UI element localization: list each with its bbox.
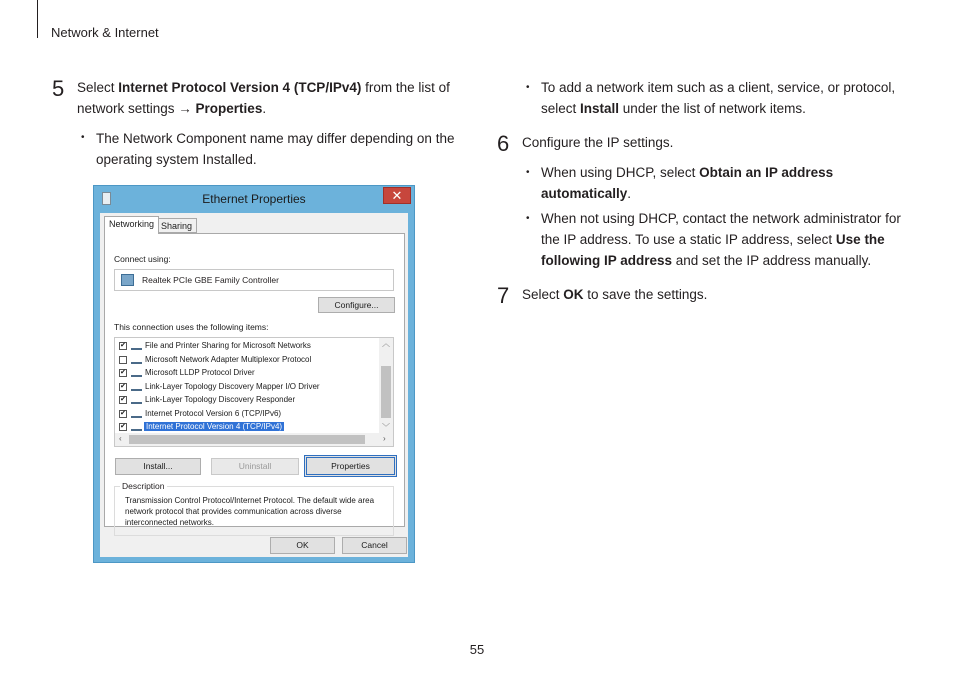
item-checkbox[interactable]: ✔ (120, 369, 126, 376)
list-item[interactable]: ✔ Link-Layer Topology Discovery Responder (120, 395, 296, 404)
scroll-left-icon[interactable]: ‹ (119, 434, 122, 443)
protocol-icon (131, 370, 142, 377)
ethernet-properties-dialog (93, 185, 415, 563)
dialog-body (100, 213, 408, 557)
item-checkbox[interactable]: ✔ (120, 342, 126, 349)
uninstall-button[interactable]: Uninstall (211, 458, 299, 475)
header-divider (37, 0, 38, 38)
bullet-marker: • (526, 167, 530, 178)
protocol-icon (131, 397, 142, 404)
list-item[interactable]: ✔ File and Printer Sharing for Microsoft Networks (120, 341, 311, 350)
tab-networking[interactable]: Networking (104, 216, 159, 234)
close-icon[interactable]: ✕ (383, 187, 411, 204)
vertical-scrollbar[interactable] (379, 338, 393, 434)
step-number-6: 6 (497, 131, 510, 156)
dialog-title: Ethernet Properties (202, 192, 306, 206)
step-number-7: 7 (497, 283, 510, 308)
item-checkbox[interactable]: ✔ (120, 423, 126, 430)
item-checkbox[interactable]: ✔ (120, 396, 126, 403)
section-title: Network & Internet (51, 25, 159, 40)
description-label: Description (122, 481, 165, 491)
scroll-up-icon[interactable]: ︿ (382, 339, 390, 348)
bullet-marker: • (526, 213, 530, 224)
scroll-right-icon[interactable]: › (383, 434, 386, 443)
bullet-marker: • (81, 132, 85, 143)
tab-sharing[interactable]: Sharing (156, 218, 197, 233)
connect-using-label: Connect using: (114, 254, 171, 264)
scroll-down-icon[interactable]: ﹀ (382, 423, 390, 432)
bullet-static-ip-note: When not using DHCP, contact the network administrator for the IP address. To use a static IP address, select Use the following IP address and set the IP address manually. (541, 211, 901, 268)
dialog-title-bar (94, 186, 414, 212)
properties-button[interactable]: Properties (304, 455, 397, 477)
items-label: This connection uses the following items: (114, 322, 269, 332)
protocol-icon (131, 384, 142, 391)
scroll-thumb[interactable] (129, 435, 365, 444)
bullet-install-note: To add a network item such as a client, service, or protocol, select Install under the list of network items. (541, 80, 896, 116)
bullet-marker: • (526, 82, 530, 93)
protocol-icon (131, 343, 142, 350)
protocol-icon (131, 411, 142, 418)
adapter-icon (121, 274, 134, 286)
list-item[interactable]: ✔ Link-Layer Topology Discovery Mapper I/O Driver (120, 381, 320, 391)
bullet-dhcp-note: When using DHCP, select Obtain an IP address automatically. (541, 165, 834, 201)
protocol-icon (131, 357, 142, 364)
horizontal-scrollbar[interactable] (115, 433, 394, 446)
step-number-5: 5 (52, 76, 65, 101)
cancel-button[interactable]: Cancel (342, 537, 407, 554)
list-item[interactable]: Microsoft Network Adapter Multiplexor Protocol (115, 354, 380, 367)
install-button[interactable]: Install... (115, 458, 201, 475)
networking-panel (104, 233, 405, 527)
network-items-list (114, 337, 394, 447)
page-number: 55 (469, 642, 485, 657)
item-checkbox[interactable]: ✔ (120, 382, 126, 390)
protocol-icon (131, 424, 142, 431)
scroll-thumb[interactable] (381, 366, 391, 418)
configure-button[interactable]: Configure... (318, 297, 395, 313)
bullet-component-name-note: The Network Component name may differ depending on the operating system Installed. (96, 131, 455, 167)
step-5-text: Select Internet Protocol Version 4 (TCP/IPv4) from the list of network settings → Properties. (77, 80, 450, 116)
step-6-text: Configure the IP settings. (522, 135, 674, 150)
description-text: Transmission Control Protocol/Internet Protocol. The default wide area network protocol that provides communication across diverse interconnected networks. (125, 496, 375, 527)
description-group (114, 481, 394, 536)
item-checkbox[interactable] (119, 356, 127, 364)
list-item[interactable]: ✔ Internet Protocol Version 6 (TCP/IPv6) (120, 408, 282, 418)
step-7-text: Select OK to save the settings. (522, 287, 708, 302)
list-item-selected[interactable]: ✔ Internet Protocol Version 4 (TCP/IPv4) (120, 422, 283, 431)
item-checkbox[interactable]: ✔ (120, 409, 126, 417)
list-item[interactable]: ✔ Microsoft LLDP Protocol Driver (120, 368, 255, 377)
adapter-field (114, 269, 394, 291)
adapter-name: Realtek PCIe GBE Family Controller (142, 275, 279, 285)
ok-button[interactable]: OK (270, 537, 335, 554)
